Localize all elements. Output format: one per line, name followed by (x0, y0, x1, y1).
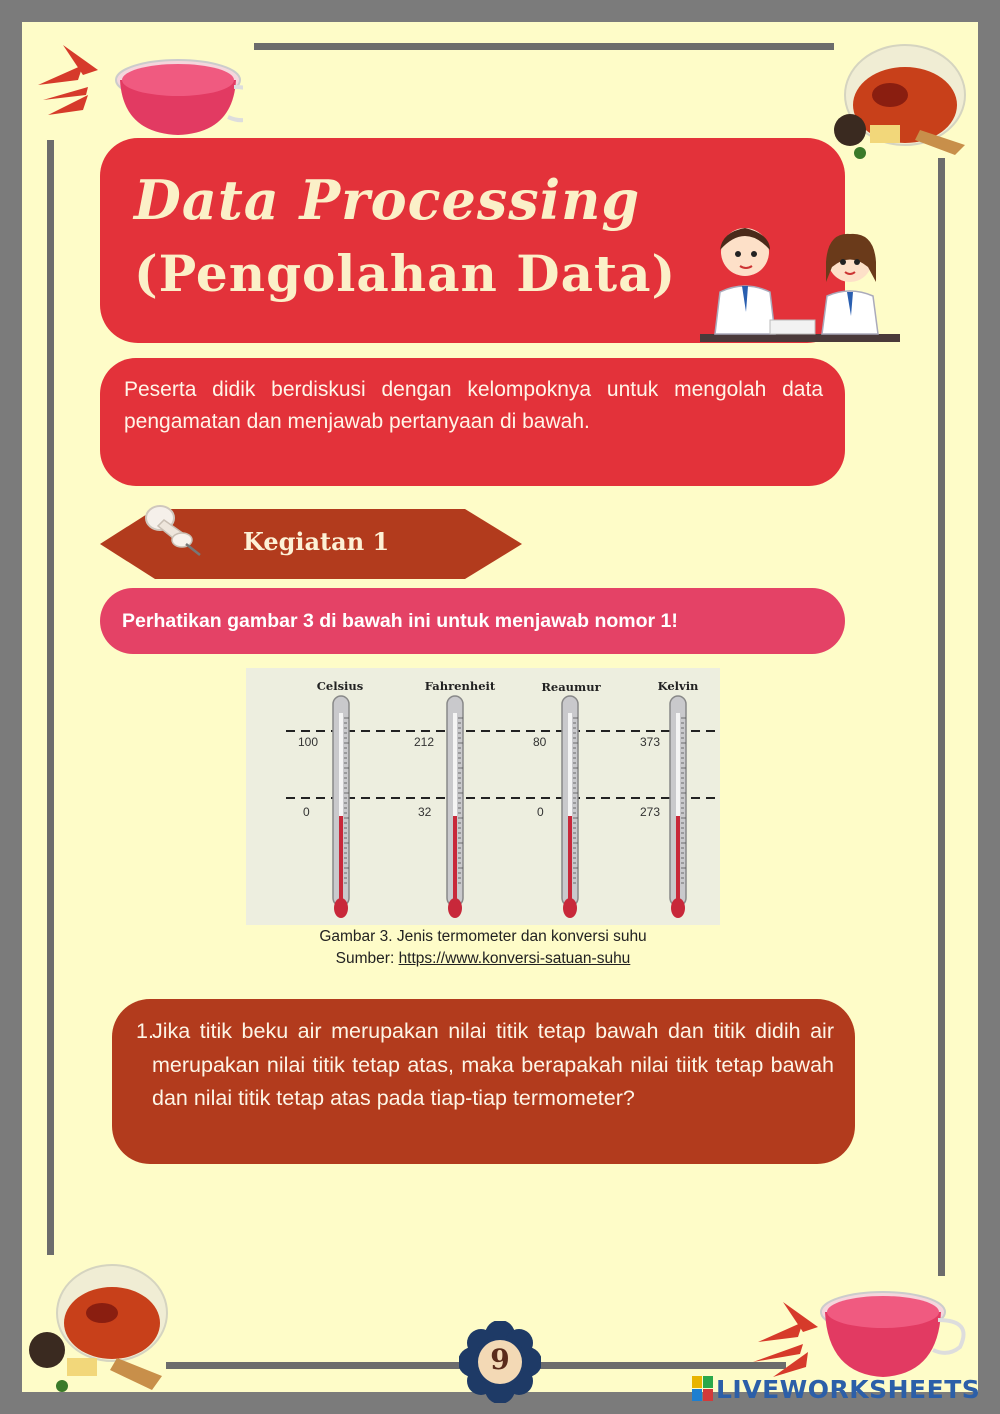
title-line-2: (Pengolahan Data) (134, 244, 677, 303)
liveworksheets-badge-icon (692, 1376, 714, 1402)
reaumur-lower-value: 0 (537, 805, 544, 819)
tea-cup-top-right-icon (830, 25, 980, 160)
students-illustration-icon (700, 222, 905, 344)
question-text: Jika titik beku air merupakan nilai titik tetap bawah dan titik didih air merupakan nilai titik tetap atas, maka berapakah nilai tiitk tetap bawah dan nilai titik tetap atas pada tiap-tiap termometer? (152, 1019, 834, 1110)
thermometer-diagram (246, 668, 720, 925)
reaumur-upper-value: 80 (533, 735, 547, 749)
tea-cup-bottom-left-icon (22, 1258, 172, 1398)
liveworksheets-logo[interactable] (692, 1372, 980, 1406)
pushpin-icon (142, 500, 204, 558)
right-frame-line (938, 158, 945, 1276)
thermometer-reaumur (562, 696, 578, 918)
celsius-lower-value: 0 (303, 805, 310, 819)
intro-text: Peserta didik berdiskusi dengan kelompoknya untuk mengolah data pengamatan dan menjawab pertanyaan di bawah. (124, 378, 823, 433)
kelvin-upper-value: 373 (640, 735, 661, 749)
question-number: 1. (136, 1019, 154, 1043)
scale-name-celsius: Celsius (316, 679, 364, 693)
fahrenheit-upper-value: 212 (414, 735, 435, 749)
kelvin-lower-value: 273 (640, 805, 661, 819)
figure-source-link[interactable]: https://www.konversi-satuan-suhu (398, 950, 631, 967)
instruction-text: Perhatikan gambar 3 di bawah ini untuk menjawab nomor 1! (122, 609, 678, 632)
scale-name-kelvin: Kelvin (657, 679, 699, 693)
question-box (112, 999, 855, 1164)
tea-cup-top-left-icon (28, 25, 243, 145)
activity-label: Kegiatan 1 (243, 527, 390, 556)
scale-name-reaumur: Reaumur (541, 680, 601, 694)
figure-source (246, 950, 720, 968)
figure-caption: Gambar 3. Jenis termometer dan konversi suhu (319, 928, 647, 945)
instruction-pill (100, 588, 845, 654)
thermometer-celsius (333, 696, 349, 918)
figure-source-prefix: Sumber: (335, 950, 399, 967)
page-number: 9 (490, 1343, 510, 1376)
title-line-1: Data Processing (134, 168, 641, 232)
thermometer-kelvin (670, 696, 686, 918)
top-frame-line (254, 43, 834, 50)
intro-box (100, 358, 845, 486)
left-frame-line (47, 140, 54, 1255)
scale-name-fahrenheit: Fahrenheit (424, 679, 496, 693)
liveworksheets-brand: LIVEWORKSHEETS (716, 1374, 981, 1404)
celsius-upper-value: 100 (298, 735, 319, 749)
fahrenheit-lower-value: 32 (418, 805, 432, 819)
thermometer-fahrenheit (447, 696, 463, 918)
